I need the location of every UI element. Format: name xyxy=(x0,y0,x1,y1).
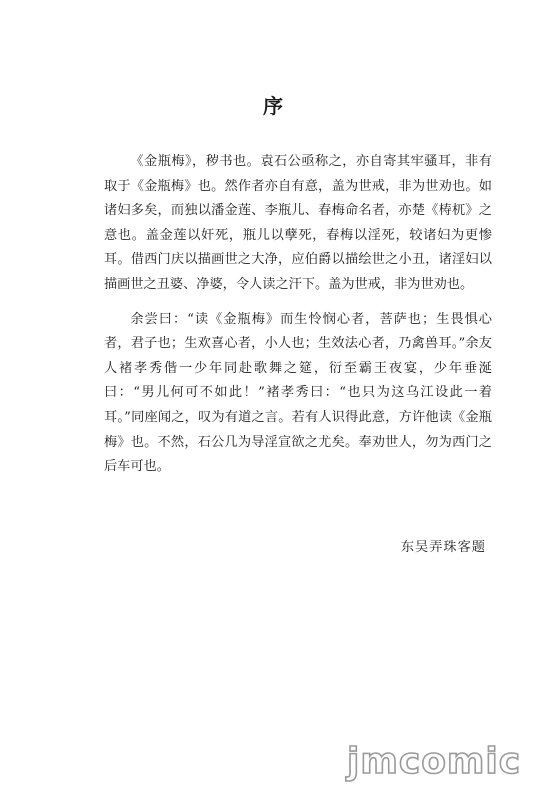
signature: 东吴弄珠客题 xyxy=(400,540,486,555)
watermark-text: jmcomic xyxy=(347,741,522,782)
paragraph-1: 《金瓶梅》，秽书也。袁石公亟称之，亦自寄其牢骚耳，非有取于《金瓶梅》也。然作者亦自有意，盖为世戒，非为世劝也。如诸妇多矣，而独以潘金莲、李瓶儿、春梅命名者，亦楚《梼杌》之意也。盖金莲以奸死，瓶儿以孽死，春梅以淫死，较诸妇为更惨耳。借西门庆以描画世之大净，应伯爵以描绘世之小丑，诸淫妇以描画世之丑婆、净婆，令人读之汗下。盖为世戒，非为世劝也。 xyxy=(104,154,492,292)
watermark-logo-graphic xyxy=(343,739,538,783)
watermark-logo xyxy=(343,739,538,783)
paragraph-2: 余尝曰：“读《金瓶梅》而生怜悯心者，菩萨也；生畏惧心者，君子也；生欢喜心者，小人也；生效法心者，乃禽兽耳。”余友人褚孝秀偕一少年同赴歌舞之筵，衍至霸王夜宴，少年垂涎曰：“男儿何可不如此！”褚孝秀曰：“也只为这乌江设此一着耳。”同座闻之，叹为有道之言。若有人识得此意，方许他读《金瓶梅》也。不然，石公几为导淫宣欲之尤矣。奉劝世人，勿为西门之后车可也。 xyxy=(104,311,492,475)
preface-body xyxy=(104,150,492,480)
page-title: 序 xyxy=(263,94,285,118)
